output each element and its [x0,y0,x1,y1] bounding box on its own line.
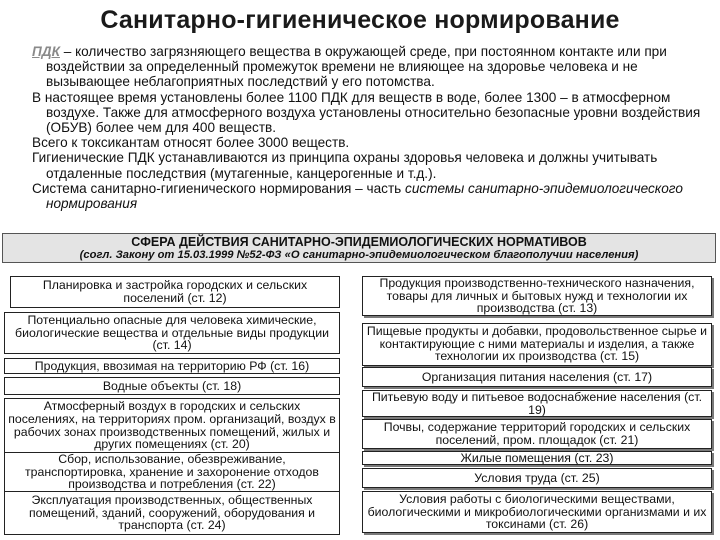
system-text: Система санитарно-гигиенического нормирования – часть [32,180,406,196]
sphere-subtitle: (согл. Закону от 15.03.1999 №52-ФЗ «О санитарно-эпидемиологическом благополучии населения) [79,249,639,261]
right-item-biological-work: Условия работы с биологическими веществами, биологическими и микробиологическими организмами и их токсинами (ст. 26) [362,491,712,533]
right-item-working-conditions: Условия труда (ст. 25) [362,468,712,488]
toxicants-paragraph: Всего к токсикантам относят более 3000 веществ. [32,135,350,151]
sphere-title: СФЕРА ДЕЙСТВИЯ САНИТАРНО-ЭПИДЕМИОЛОГИЧЕСКИХ НОРМАТИВОВ [131,235,587,249]
left-item-hazardous-substances: Потенциально опасные для человека химические, биологические вещества и отдельные виды продукции (ст. 14) [4,312,340,354]
system-italic-text: системы санитарно-эпидемиологического нормирования [46,180,683,212]
pdk-term: ПДК [32,44,60,59]
right-item-food-products: Пищевые продукты и добавки, продовольственное сырье и контактирующие с ними материалы и изделия, а также технологии их производства (ст. 15) [362,323,712,366]
left-item-atmospheric-air: Атмосферный воздух в городских и сельских поселениях, на территориях пром. организаций, воздух в рабочих зонах производственных помещений, жилых и других помещениях (ст. 20) [4,398,340,453]
right-item-industrial-products: Продукция производственно-технического назначения, товары для личных и бытовых нужд и технологии их производства (ст. 13) [362,276,712,316]
right-item-housing: Жилые помещения (ст. 23) [362,451,712,465]
pdk-count-paragraph: В настоящее время установлены более 1100 ПДК для веществ в воде, более 1300 – в атмосферном воздухе. Также для атмосферного воздуха установлены относительно безопасные уровни воздействия (ОБУВ) более чем для 400 веществ. [32,89,701,136]
sphere-header [2,233,716,263]
left-item-water-bodies: Водные объекты (ст. 18) [4,377,340,395]
right-item-catering: Организация питания населения (ст. 17) [362,367,712,387]
left-item-waste: Сбор, использование, обезвреживание, транспортировка, хранение и захоронение отходов производства и потребления (ст. 22) [4,452,340,492]
pdk-definition [32,44,702,90]
page-title: Санитарно-гигиеническое нормирование [100,6,620,34]
left-item-imported-products: Продукция, ввозимая на территорию РФ (ст. 16) [4,358,340,374]
system-paragraph [32,181,702,211]
right-item-drinking-water: Питьевую воду и питьевое водоснабжение населения (ст. 19) [362,390,712,417]
intro-text [32,44,702,211]
left-item-planning: Планировка и застройка городских и сельских поселений (ст. 12) [10,276,340,308]
right-item-soils: Почвы, содержание территорий городских и сельских поселений, пром. площадок (ст. 21) [362,419,712,449]
pdk-definition-text: – количество загрязняющего вещества в окружающей среде, при постоянном контакте или при воздействии за определенный промежуток времени не влияющее на здоровье человека и не вызывающее неблагоприятных последствий у его потомства. [46,44,667,90]
left-item-operation: Эксплуатация производственных, общественных помещений, зданий, сооружений, оборудования и транспорта (ст. 24) [4,491,340,535]
hygienic-pdk-paragraph: Гигиенические ПДК устанавливаются из принципа охраны здоровья человека и должны учитывать отдаленные последствия (мутагенные, канцерогенные и т.д.). [32,150,658,181]
